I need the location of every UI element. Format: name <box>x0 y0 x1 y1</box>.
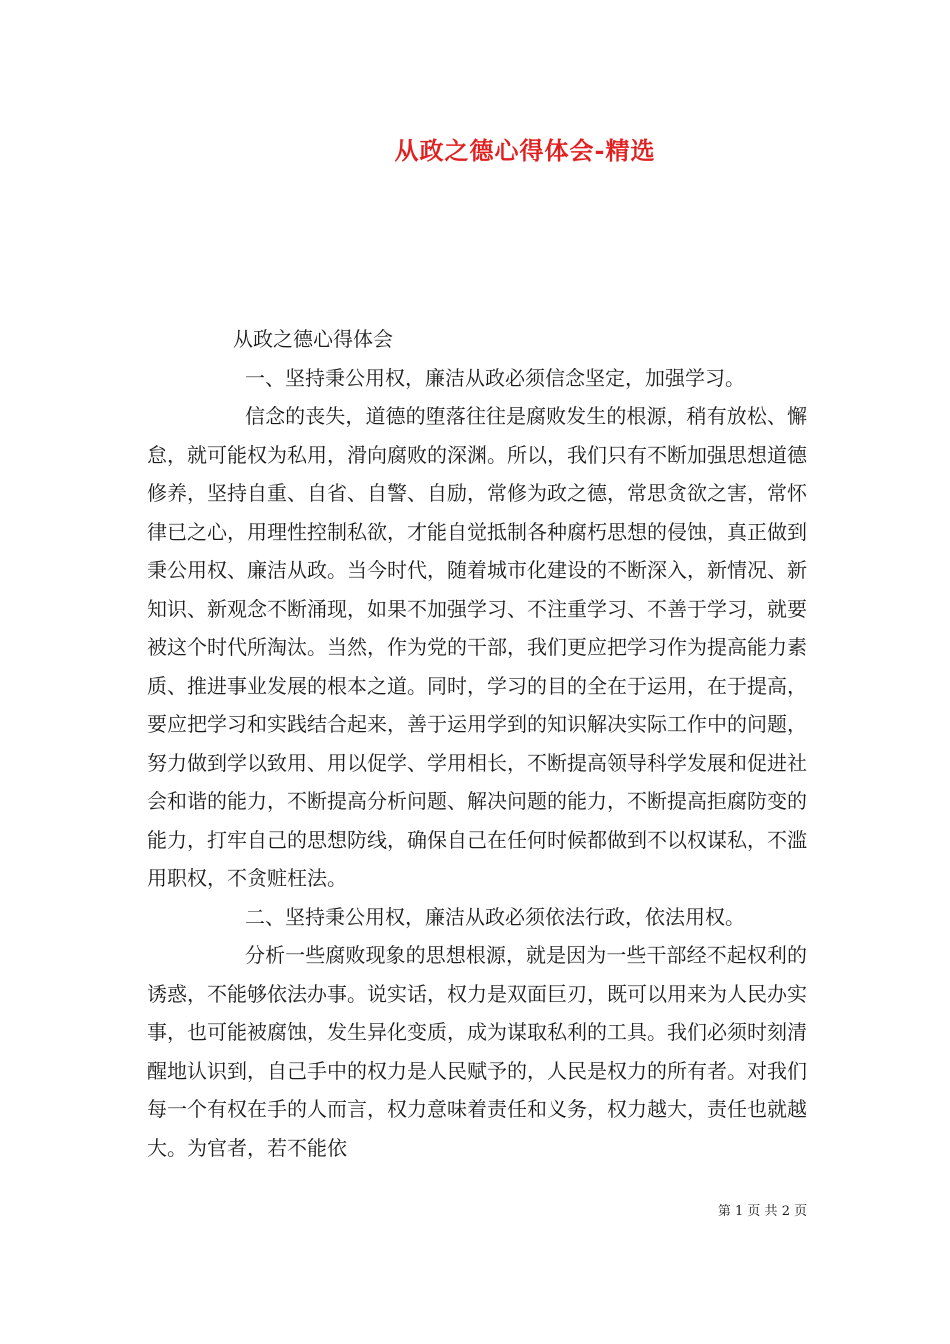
section-paragraph-2: 分析一些腐败现象的思想根源，就是因为一些干部经不起权利的诱惑，不能够依法办事。说实话，权力是双面巨刃，既可以用来为人民办实事，也可能被腐蚀，发生异化变质，成为谋取私利的工具。我们必须时刻清醒地认识到，自己手中的权力是人民赋予的，人民是权力的所有者。对我们每一个有权在手的人而言，权力意味着责任和义务，权力越大，责任也就越大。为官者，若不能依 <box>147 943 807 1160</box>
section-paragraph-1: 信念的丧失，道德的堕落往往是腐败发生的根源，稍有放松、懈怠，就可能权为私用，滑向腐败的深渊。所以，我们只有不断加强思想道德修养，坚持自重、自省、自警、自励，常修为政之德，常思贪欲之害，常怀律已之心，用理性控制私欲，才能自觉抵制各种腐朽思想的侵蚀，真正做到秉公用权、廉洁从政。当今时代，随着城市化建设的不断深入，新情况、新知识、新观念不断涌现，如果不加强学习、不注重学习、不善于学习，就要被这个时代所淘汰。当然，作为党的干部，我们更应把学习作为提高能力素质、推进事业发展的根本之道。同时，学习的目的全在于运用，在于提高，要应把学习和实践结合起来，善于运用学到的知识解决实际工作中的问题，努力做到学以致用、用以促学、学用相长，不断提高领导科学发展和促进社会和谐的能力，不断提高分析问题、解决问题的能力，不断提高拒腐防变的能力，打牢自己的思想防线，确保自己在任何时候都做到不以权谋私，不滥用职权，不贪赃枉法。 <box>147 404 807 890</box>
page-number: 第 1 页 共 2 页 <box>717 1204 808 1219</box>
section-heading-1: 一、坚持秉公用权，廉洁从政必须信念坚定，加强学习。 <box>245 365 745 390</box>
document-body <box>147 320 807 1167</box>
section-heading-2: 二、坚持秉公用权，廉洁从政必须依法行政，依法用权。 <box>245 904 745 929</box>
document-title: 从政之德心得体会-精选 <box>394 136 656 165</box>
document-subtitle: 从政之德心得体会 <box>233 327 393 351</box>
